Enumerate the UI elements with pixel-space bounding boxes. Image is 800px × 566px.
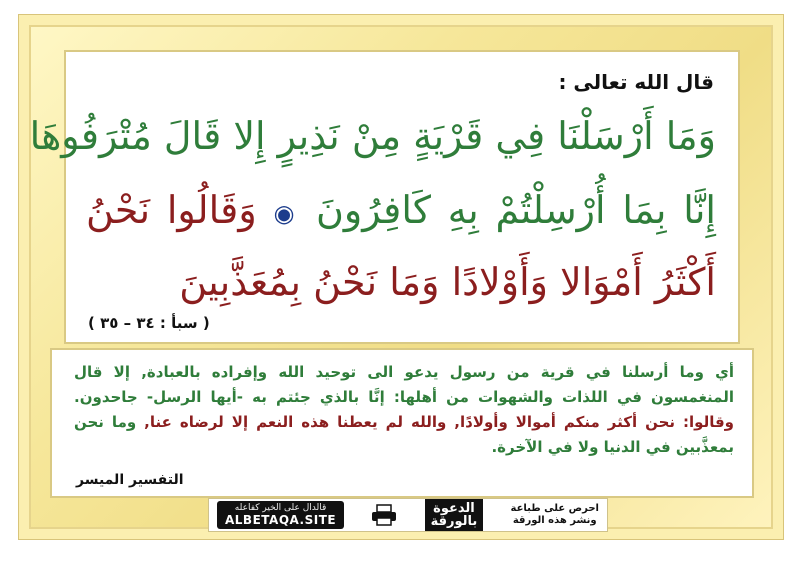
tafsir-source: التفسير الميسر [76, 472, 184, 488]
tafsir-panel [50, 348, 754, 498]
intro-text: قال الله تعالى : [558, 70, 714, 94]
verse-line-2-green: إِنَّا بِمَا أُرْسِلْتُمْ بِهِ كَافِرُونَ [315, 188, 716, 232]
brand-logo [425, 499, 484, 531]
print-note-line-1: احرص على طباعة [510, 503, 599, 514]
site-url: ALBETAQA.SITE [225, 513, 337, 527]
verse-line-2 [86, 188, 716, 232]
print-note [511, 503, 599, 527]
verse-panel [29, 50, 740, 344]
printer-icon [371, 504, 397, 526]
verse-reference: ( سبأ : ٣٤ – ٣٥ ) [88, 314, 210, 332]
verse-line-1: وَمَا أَرْسَلْنَا فِي قَرْيَةٍ مِنْ نَذِيرٍ إِلا قَالَ مُتْرَفُوهَا [29, 114, 716, 158]
footer-bar [208, 498, 608, 532]
print-note-line-2: ونشر هذه الورقة [512, 515, 597, 526]
tafsir-text [74, 360, 734, 460]
brand-line-2: بالورقة [430, 514, 478, 529]
tafsir-part-3: وما نحن بمعذَّبين في الدنيا ولا في الآخرة. [74, 413, 734, 456]
site-badge[interactable] [217, 501, 344, 529]
site-tagline: قالدال على الخير كفاعله [234, 503, 327, 513]
verse-end-marker: ◉ [273, 199, 300, 228]
verse-line-2-red: وَقَالُوا نَحْنُ [86, 188, 257, 232]
tafsir-part-1: أي وما أرسلنا في قرية من رسول يدعو الى توحيد الله وإفراده بالعبادة, إلا قال المنغمسون في اللذات والشهوات من أهلها: إنَّا بالذي جئتم به -أيها الرسل- جاحدون. [74, 363, 734, 406]
verse-line-3: أَكْثَرُ أَمْوَالا وَأَوْلادًا وَمَا نَحْنُ بِمُعَذَّبِينَ [179, 260, 716, 304]
brand-line-1: الدعوة [433, 501, 475, 516]
tafsir-part-2: وقالوا: نحن أكثر منكم أموالا وأولادًا, والله لم يعطنا هذه النعم إلا لرضاه عنا, [144, 413, 734, 431]
